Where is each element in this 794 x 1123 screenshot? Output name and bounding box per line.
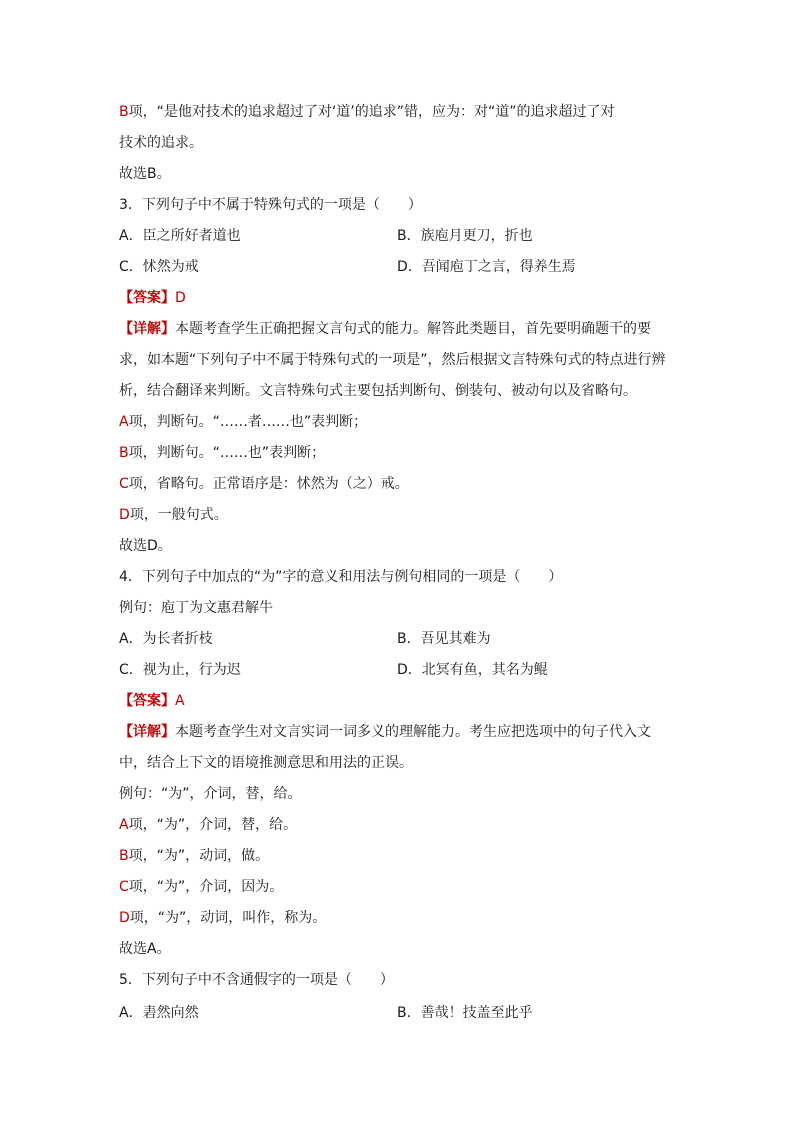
q4-option-b: B．吾见其难为 [397, 631, 491, 647]
q3-answer [119, 288, 186, 308]
text-line [119, 505, 228, 525]
option-letter: D [119, 507, 130, 523]
text-line: 故选B。 [119, 166, 171, 182]
question-3: 3．下列句子中不属于特殊句式的一项是（ ） [119, 197, 422, 213]
option-letter: D [119, 910, 130, 926]
line-text: 项，“为”，动词，做。 [128, 848, 270, 864]
q3-option-b: B．族庖月更刀，折也 [397, 228, 533, 244]
question-4: 4．下列句子中加点的“为”字的意义和用法与例句相同的一项是（ ） [119, 569, 563, 585]
text-line: 析，结合翻译来判断。文言特殊句式主要包括判断句、倒装句、被动句以及省略句。 [119, 383, 637, 399]
answer-tag: 【答案】 [119, 290, 175, 306]
option-letter: B [119, 445, 129, 461]
line-text: 项，“是他对技术的追求超过了对‘道’的追求”错，应为：对“道”的追求超过了对 [128, 104, 615, 120]
answer-tag: 【答案】 [119, 693, 175, 709]
line-text: 项，“为”，动词，叫作，称为。 [129, 910, 327, 926]
text-line [119, 877, 283, 897]
q4-example: 例句：庖丁为文惠君解牛 [119, 600, 273, 616]
q5-option-b: B．善哉！技盖至此乎 [397, 1005, 533, 1021]
line-text: 项，判断句。“……也”表判断； [128, 445, 326, 461]
text-line: 故选D。 [119, 538, 172, 554]
text-line [119, 846, 269, 866]
answer-value: A [175, 693, 185, 709]
q4-answer [119, 691, 185, 711]
text-line [119, 815, 297, 835]
detail-text: 本题考查学生正确把握文言句式的能力。解答此类题目，首先要明确题干的要 [175, 321, 651, 337]
q4-option-a: A．为长者折枝 [119, 631, 213, 647]
line-text: 项，省略句。正常语序是：怵然为（之）戒。 [128, 476, 409, 492]
text-line [119, 908, 326, 928]
line-text: 项，“为”，介词，替，给。 [128, 817, 298, 833]
detail-tag: 【详解】 [119, 724, 175, 740]
q4-option-d: D．北冥有鱼，其名为鲲 [397, 662, 548, 678]
q3-option-c: C．怵然为戒 [119, 259, 199, 275]
text-line: 故选A。 [119, 941, 171, 957]
q5-option-a: A．砉然向然 [119, 1005, 199, 1021]
q3-detail [119, 319, 651, 339]
q3-option-a: A．臣之所好者道也 [119, 228, 241, 244]
option-letter: C [119, 476, 129, 492]
text-line [119, 443, 325, 463]
q4-detail [119, 722, 651, 742]
text-line: 例句：“为”，介词，替，给。 [119, 786, 302, 802]
line-text: 项，“为”，介词，因为。 [128, 879, 284, 895]
q3-option-d: D．吾闻庖丁之言，得养生焉 [397, 259, 576, 275]
text-line: 求，如本题“下列句子中不属于特殊句式的一项是”，然后根据文言特殊句式的特点进行辨 [119, 352, 666, 368]
answer-value: D [175, 290, 186, 306]
question-5: 5．下列句子中不含通假字的一项是（ ） [119, 972, 394, 988]
text-line [119, 412, 367, 432]
line-text: 项，一般句式。 [129, 507, 228, 523]
option-letter: B [119, 104, 129, 120]
option-letter: A [119, 414, 129, 430]
q4-option-c: C．视为止，行为迟 [119, 662, 241, 678]
detail-text: 本题考查学生对文言实词一词多义的理解能力。考生应把选项中的句子代入文 [175, 724, 651, 740]
detail-tag: 【详解】 [119, 321, 175, 337]
option-letter: B [119, 848, 129, 864]
option-letter: A [119, 817, 129, 833]
text-line [119, 102, 615, 122]
text-line: 技术的追求。 [119, 135, 203, 151]
text-line [119, 474, 409, 494]
line-text: 项，判断句。“……者……也”表判断； [128, 414, 368, 430]
option-letter: C [119, 879, 129, 895]
text-line: 中，结合上下文的语境推测意思和用法的正误。 [119, 755, 413, 771]
